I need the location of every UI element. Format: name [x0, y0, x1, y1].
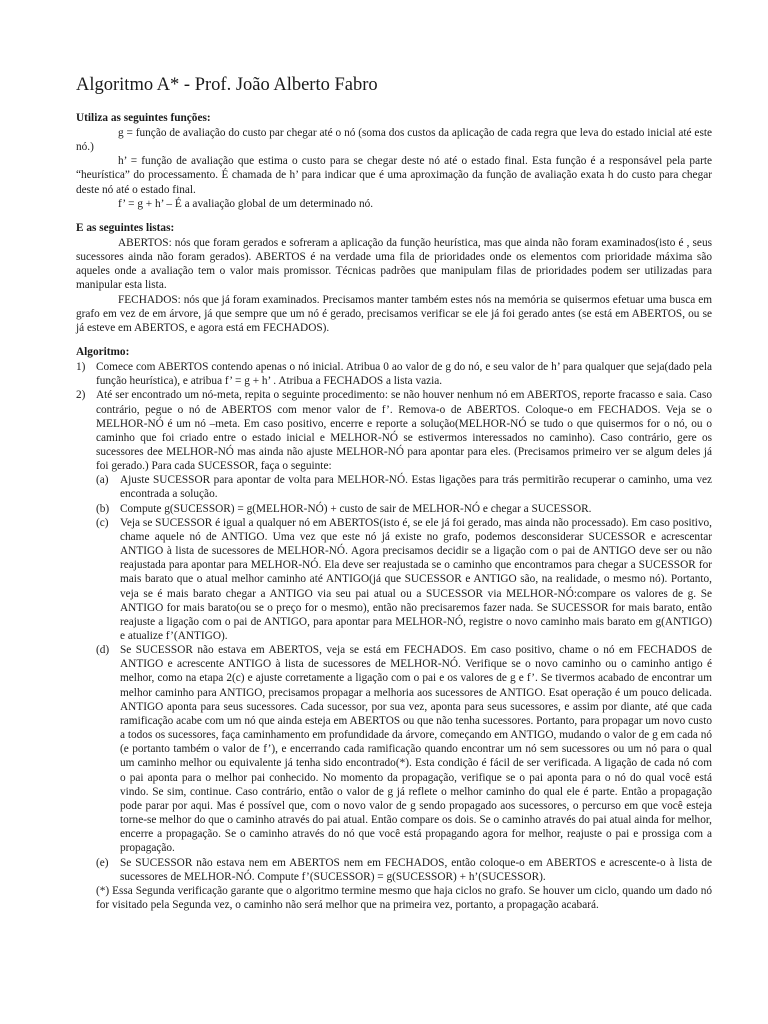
algorithm-step-1	[76, 360, 712, 388]
step-text: Comece com ABERTOS contendo apenas o nó inicial. Atribua 0 ao valor de g do nó, e seu valor de h’ para qualquer que seja(dado pela função heurística), e atribua f’ = g + h’ . Atribua a FECHADOS a lista vazia.	[96, 361, 712, 388]
fechados-paragraph: FECHADOS: nós que já foram examinados. Precisamos manter também estes nós na memória se quisermos efetuar uma busca em grafo em vez de em árvore, já que sempre que um nó é gerado, precisamos verificar se ele já foi gerado antes (se está em ABERTOS, ou se já esteve em ABERTOS, e agora está em FECHADOS).	[76, 293, 712, 334]
function-f-paragraph: f’ = g + h’ – É a avaliação global de um determinado nó.	[118, 197, 374, 210]
substep-c	[96, 516, 712, 643]
substep-label: (d)	[96, 644, 110, 657]
substep-label: (e)	[96, 856, 109, 869]
substep-label: (c)	[96, 516, 109, 529]
step-text: Até ser encontrado um nó-meta, repita o seguinte procedimento: se não houver nenhum nó em ABERTOS, reporte fracasso e saia. Caso contrário, pegue o nó de ABERTOS com menor valor de f’. Remova-o de ABERTOS. Coloque-o em FECHADOS. Veja se o MELHOR-NÓ é um nó –meta. Em caso positivo, encerre e reporte a solução(MELHOR-NÓ se tudo o que quisermos for o nó, ou o caminho que foi criado entre o estado inicial e MELHOR-NÓ se estivermos interessados no caminho). Caso contrário, gere os sucessores dee MELHOR-NÓ mas ainda não ajuste MELHOR-NÓ para apontar para eles. (Precisamos primeiro ver se algum deles já foi gerado.) Para cada SUCESSOR, faça o seguinte:	[96, 389, 712, 473]
substep-text: Ajuste SUCESSOR para apontar de volta para MELHOR-NÓ. Estas ligações para trás permitirão recuperar o caminho, uma vez encontrada a solução.	[120, 474, 712, 501]
footnote-paragraph: (*) Essa Segunda verificação garante que o algoritmo termine mesmo que haja ciclos no grafo. Se houver um ciclo, quando um dado nó for visitado pela Segunda vez, o caminho não será melhor que na primeira vez, portanto, a propagação acabará.	[96, 884, 712, 911]
page-title: Algoritmo A* - Prof. João Alberto Fabro	[76, 75, 378, 95]
step-number: 2)	[76, 389, 86, 402]
step-number: 1)	[76, 361, 86, 374]
substep-b	[96, 502, 712, 516]
algorithm-step-2	[76, 388, 712, 473]
substep-label: (a)	[96, 474, 109, 487]
substep-a	[96, 473, 712, 501]
substep-label: (b)	[96, 502, 110, 515]
substep-text: Se SUCESSOR não estava em ABERTOS, veja se está em FECHADOS. Em caso positivo, chame o nó em FECHADOS de ANTIGO e acrescente ANTIGO à lista de sucessores de MELHOR-NÓ. Verifique se o novo caminho ou o caminho antigo é melhor, como na etapa 2(c) e ajuste corretamente a ligação com o pai e os valores de g e f’. Se tivermos acabado de encontrar um melhor caminho para ANTIGO, precisamos propagar a melhoria aos sucessores de ANTIGO. Esat operação é um pouco delicada. ANTIGO aponta para seus sucessores. Cada sucessor, por sua vez, aponta para seus sucessores, e assim por diante, até que cada ramificação acabe com um nó que ainda esteja em ABERTOS ou que não tenha sucessores. Portanto, para propagar um novo custo a todos os sucessores, faça caminhamento em profundidade da árvore, começando em ANTIGO, mudando o valor de g em cada nó (e portanto também o valor de f’), e encerrando cada ramificação quando encontrar um nó sem sucessores ou um nó para o qual um caminho melhor ou equivalente já tenha sido encontrado(*). Esta condição é fácil de ser verificada. A ligação de cada nó com o pai aponta para o melhor pai conhecido. No momento da propagação, verifique se o pai aponta para o nó do qual você está vindo. Se sim, continue. Caso contrário, então o valor de g já reflete o melhor caminho do qual ele é parte. Então a propagação pode parar por aqui. Mas é possível que, com o novo valor de g sendo propagado aos sucessores, o percurso em que você esteja torne-se melhor do que o caminho através do pai atual. Então compare os dois. Se o caminho através do pai atual ainda for melhor, encerre a propagação. Se o caminho através do nó que você está propagando agora for melhor, reajuste o pai e prossiga com a propagação.	[120, 644, 712, 855]
functions-heading: Utiliza as seguintes funções:	[76, 112, 211, 124]
substep-e	[96, 856, 712, 884]
function-g-paragraph: g = função de avaliação do custo par chegar até o nó (soma dos custos da aplicação de cada regra que leva do estado inicial até este nó.)	[76, 127, 712, 154]
substep-d	[96, 643, 712, 855]
algorithm-heading: Algoritmo:	[76, 346, 130, 359]
abertos-paragraph: ABERTOS: nós que foram gerados e sofreram a aplicação da função heurística, mas que ainda não foram examinados(isto é , seus sucessores ainda não foram gerados). ABERTOS é na verdade uma fila de prioridades onde os elementos com prioridade máxima são aqueles onde a avaliação tem o valor mais promissor. Técnicas padrões que manipulam filas de prioridades podem ser utilizadas para manipular esta lista.	[76, 236, 712, 292]
lists-heading: E as seguintes listas:	[76, 221, 175, 234]
function-h-paragraph: h’ = função de avaliação que estima o custo para se chegar deste nó até o estado final. Esta função é a responsável pela parte “heurística” do processamento. É chamada de h’ para indicar que é uma aproximação da função de avaliação exata h do custo para chegar deste nó até o estado final.	[76, 155, 712, 196]
substep-text: Compute g(SUCESSOR) = g(MELHOR-NÓ) + custo de sair de MELHOR-NÓ e chegar a SUCESSOR.	[120, 502, 592, 515]
substep-text: Se SUCESSOR não estava nem em ABERTOS nem em FECHADOS, então coloque-o em ABERTOS e acrescente-o à lista de sucessores de MELHOR-NÓ. Compute f’(SUCESSOR) = g(SUCESSOR) + h’(SUCESSOR).	[120, 856, 712, 883]
substep-text: Veja se SUCESSOR é igual a qualquer nó em ABERTOS(isto é, se ele já foi gerado, mas ainda não processado). Em caso positivo, chame aquele nó de ANTIGO. Uma vez que este nó já existe no grafo, podemos desconsiderar SUCESSOR e acrescentar ANTIGO à lista de sucessores de MELHOR-NÓ. Agora precisamos decidir se a ligação com o pai de ANTIGO deve ser ou não reajustada para apontar para MELHOR-NÓ. Ela deve ser reajustada se o caminho que encontramos para chegar a SUCESSOR for mais barato que o atual melhor caminho até ANTIGO(já que SUCESSOR e ANTIGO são, na realidade, o mesmo nó). Portanto, veja se é mais barato chegar a ANTIGO via seu pai atual ou a SUCESSOR via MELHOR-NÓ:compare os valores de g. Se ANTIGO for mais barato(ou se o preço for o mesmo), então não precisaremos fazer nada. Se SUCESSOR for mais barato, então reajuste a ligação com o pai de ANTIGO, para apontar para MELHOR-NÓ, registre o novo caminho mais barato em g(ANTIGO) e atualize f’(ANTIGO).	[120, 516, 712, 642]
